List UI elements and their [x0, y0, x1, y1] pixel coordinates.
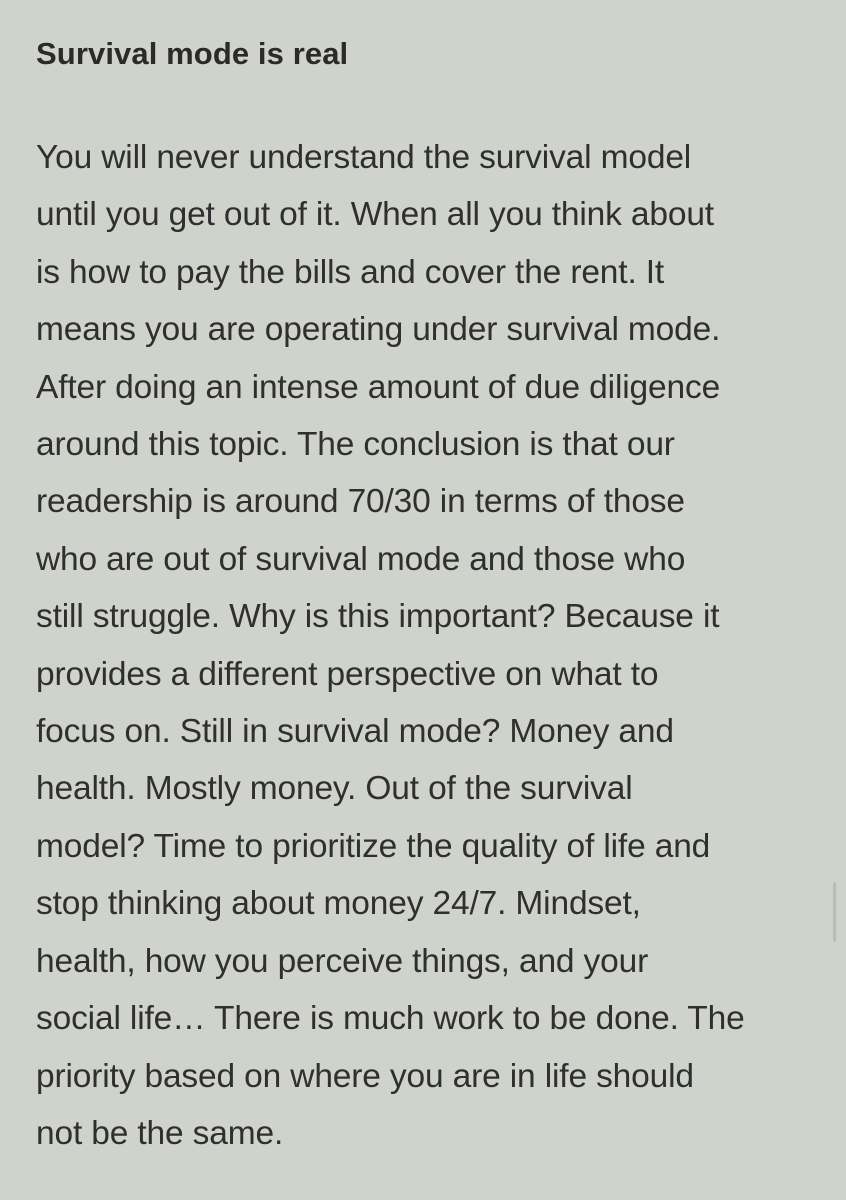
body-line: around this topic. The conclusion is that our: [36, 426, 675, 464]
body-line: is how to pay the bills and cover the rent. It: [36, 253, 665, 291]
body-line: priority based on where you are in life should: [36, 1057, 694, 1095]
body-line: model? Time to prioritize the quality of life and: [36, 827, 711, 865]
article-title: Survival mode is real: [36, 36, 349, 71]
body-line: provides a different perspective on what to: [36, 655, 659, 693]
body-line: health, how you perceive things, and your: [36, 942, 649, 980]
body-line: stop thinking about money 24/7. Mindset,: [36, 885, 641, 923]
body-line: social life… There is much work to be done. The: [36, 1000, 745, 1038]
body-line: not be the same.: [36, 1114, 284, 1152]
body-line: until you get out of it. When all you think about: [36, 196, 714, 234]
body-line: focus on. Still in survival mode? Money and: [36, 713, 674, 751]
body-line: You will never understand the survival model: [36, 139, 692, 176]
body-line: readership is around 70/30 in terms of those: [36, 483, 685, 521]
body-line: who are out of survival mode and those who: [36, 540, 686, 578]
body-line: After doing an intense amount of due diligence: [36, 368, 721, 406]
article-body: [36, 129, 826, 1162]
body-line: means you are operating under survival mode.: [36, 311, 721, 349]
scroll-indicator[interactable]: [833, 882, 836, 942]
body-line: still struggle. Why is this important? Because it: [36, 598, 720, 636]
body-line: health. Mostly money. Out of the survival: [36, 770, 633, 808]
